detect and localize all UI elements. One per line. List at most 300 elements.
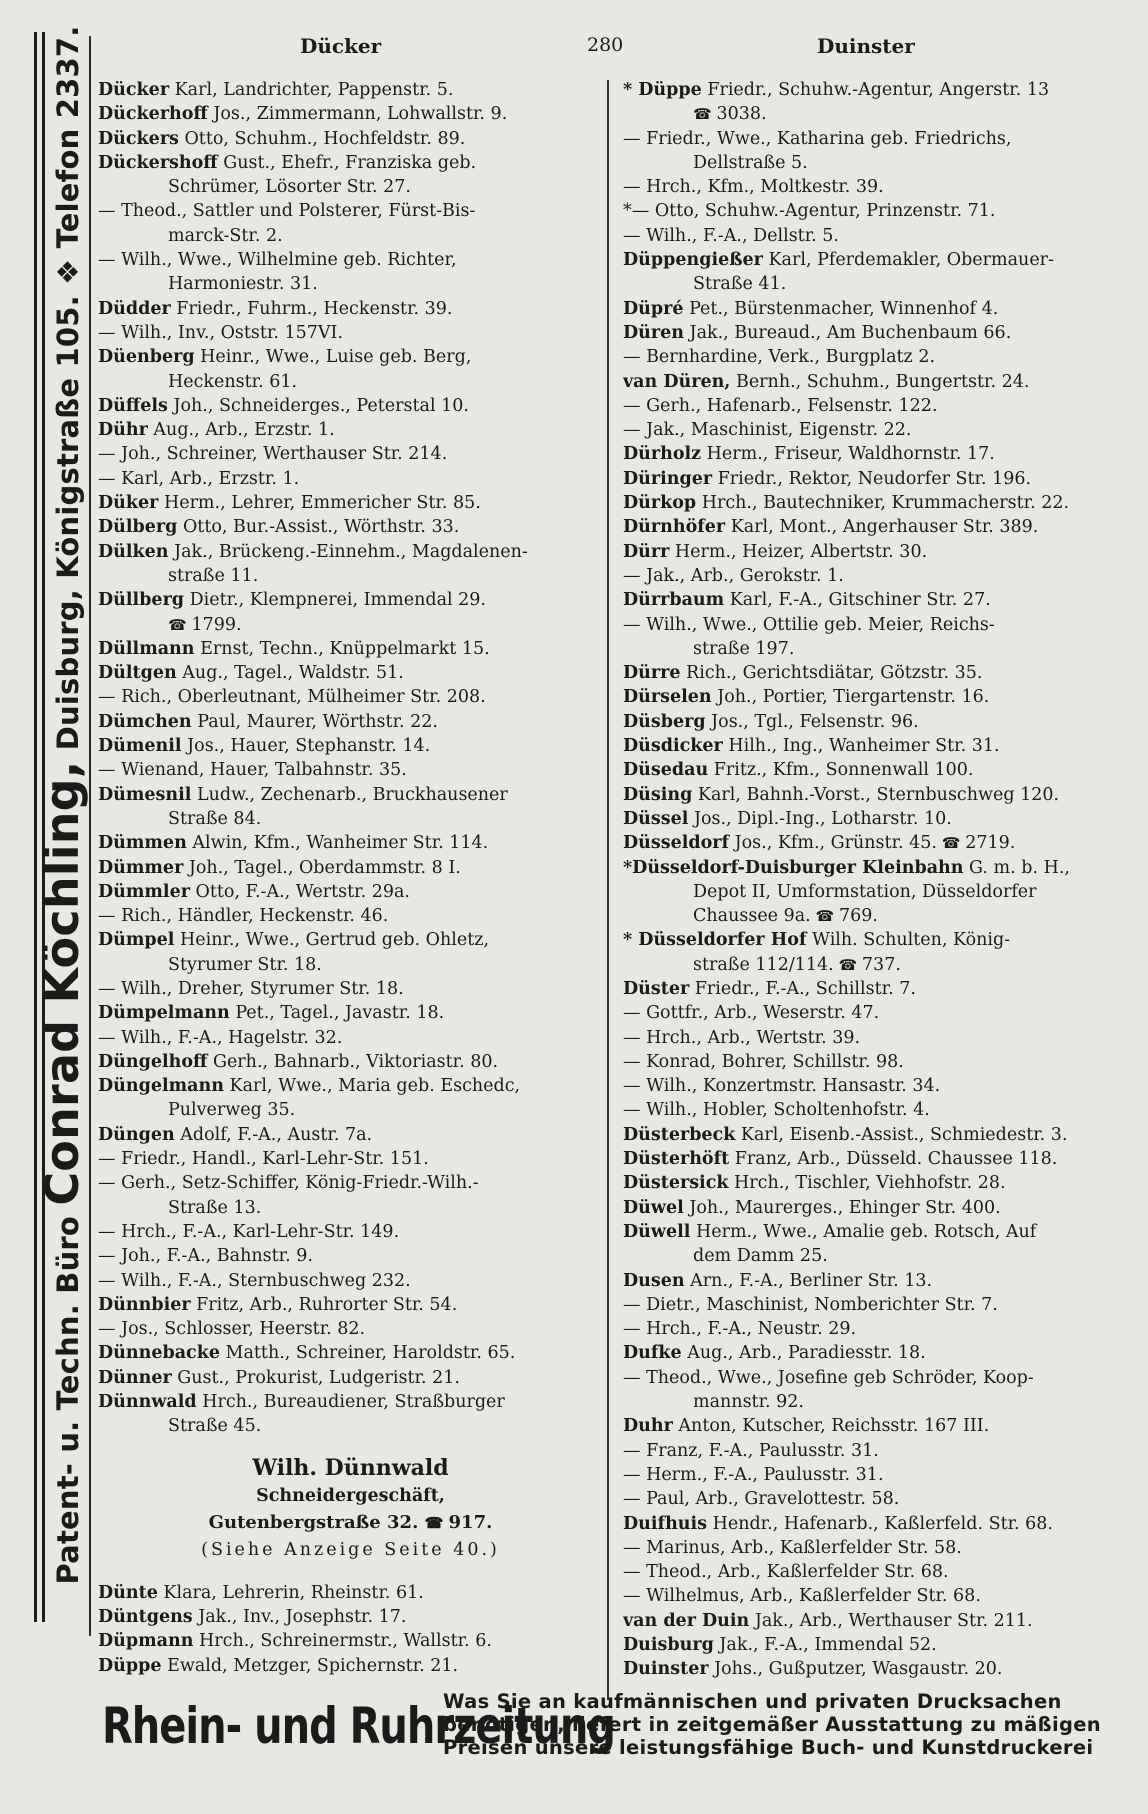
- directory-entry: [623, 394, 1138, 418]
- directory-entry: [623, 1317, 1138, 1341]
- directory-entry: [623, 199, 1138, 223]
- directory-entry: [623, 1074, 1138, 1098]
- entry-phone: 1799.: [191, 614, 242, 635]
- directory-entry: [98, 1147, 603, 1171]
- entry-details: Joh., Portier, Tiergartenstr. 16.: [711, 687, 990, 708]
- entry-surname: Dürr: [623, 541, 670, 562]
- entry-details: — Friedr., Wwe., Katharina geb. Friedrichs,: [623, 128, 1012, 149]
- entry-details: Matth., Schreiner, Haroldstr. 65.: [219, 1343, 516, 1364]
- directory-entry: [623, 1390, 1138, 1414]
- entry-details: Ernst, Techn., Knüppelmarkt 15.: [194, 638, 490, 659]
- entry-surname: Düsterhöft: [623, 1149, 730, 1170]
- entry-surname: Düsdicker: [623, 736, 723, 757]
- directory-entry: [98, 1074, 603, 1098]
- entry-details: Heckenstr. 61.: [168, 371, 298, 392]
- left-entries-after: [98, 1581, 603, 1678]
- entry-surname: Dürre: [623, 663, 681, 684]
- directory-entry: [623, 102, 1138, 126]
- entry-details: — Wilh., Dreher, Styrumer Str. 18.: [98, 978, 404, 999]
- entry-details: Jos., Hauer, Stephanstr. 14.: [181, 736, 431, 757]
- directory-entry: [623, 297, 1138, 321]
- entry-details: Chaussee 9a.: [693, 906, 811, 927]
- entry-details: Herm., Friseur, Waldhornstr. 17.: [701, 444, 995, 465]
- entry-details: — Theod., Sattler und Polsterer, Fürst-Bis-: [98, 201, 476, 222]
- entry-details: Gust., Prokurist, Ludgeristr. 21.: [171, 1367, 460, 1388]
- phone-icon: ☎: [810, 907, 839, 926]
- header-right: Duinster: [817, 34, 915, 58]
- directory-entry: [98, 442, 603, 466]
- footer-line: Preisen unsere leistungsfähige Buch- und Kunstdruckerei: [443, 1736, 1094, 1759]
- directory-entry: [98, 272, 603, 296]
- entry-details: Paul, Maurer, Wörthstr. 22.: [191, 711, 438, 732]
- directory-entry: [623, 564, 1138, 588]
- entry-details: — Hrch., F.-A., Neustr. 29.: [623, 1319, 857, 1340]
- entry-details: — Wilh., F.-A., Dellstr. 5.: [623, 225, 839, 246]
- directory-entry: [98, 1244, 603, 1268]
- entry-details: — Jos., Schlosser, Heerstr. 82.: [98, 1319, 366, 1340]
- entry-details: Jak., Bureaud., Am Buchenbaum 66.: [683, 322, 1012, 343]
- entry-details: Karl, Mont., Angerhauser Str. 389.: [725, 517, 1039, 538]
- page-number: 280: [587, 34, 624, 56]
- entry-surname: Dusen: [623, 1270, 685, 1291]
- directory-entry: [98, 370, 603, 394]
- directory-entry: [98, 248, 603, 272]
- directory-entry: [623, 710, 1138, 734]
- entry-surname: Dümmler: [98, 881, 190, 902]
- entry-details: Johs., Gußputzer, Wasgaustr. 20.: [708, 1659, 1003, 1680]
- directory-entry: [98, 758, 603, 782]
- directory-entry: [623, 685, 1138, 709]
- directory-entry: [98, 710, 603, 734]
- directory-entry: [98, 880, 603, 904]
- directory-entry: [623, 1293, 1138, 1317]
- column-divider: [607, 80, 609, 1700]
- directory-entry: [623, 734, 1138, 758]
- entry-details: — Jak., Arb., Gerokstr. 1.: [623, 565, 844, 586]
- directory-entry: [623, 613, 1138, 637]
- directory-entry: [623, 418, 1138, 442]
- directory-entry: [623, 1098, 1138, 1122]
- side-ad-part2: Duisburg, Königstraße 105. ❖ Telefon 2337.: [51, 25, 85, 761]
- entry-surname: Düpré: [623, 298, 684, 319]
- entry-details: Karl, Pferdemakler, Obermauer-: [762, 250, 1054, 271]
- entry-surname: Dünnebacke: [98, 1343, 220, 1364]
- directory-entry: [623, 1001, 1138, 1025]
- entry-details: Aug., Arb., Paradiesstr. 18.: [681, 1343, 926, 1364]
- entry-details: Straße 45.: [168, 1416, 262, 1437]
- entry-details: — Bernhardine, Verk., Burgplatz 2.: [623, 347, 936, 368]
- left-entries: [98, 78, 603, 1439]
- directory-entry: [98, 78, 603, 102]
- directory-entry: [98, 953, 603, 977]
- directory-entry: [98, 1654, 603, 1678]
- entry-details: Karl, Eisenb.-Assist., Schmiedestr. 3.: [735, 1124, 1068, 1145]
- entry-details: Gerh., Bahnarb., Viktoriastr. 80.: [207, 1051, 499, 1072]
- directory-entry: [623, 370, 1138, 394]
- directory-entry: [623, 807, 1138, 831]
- right-entries: [623, 78, 1138, 1682]
- entry-details: Jos., Zimmermann, Lohwallstr. 9.: [207, 104, 508, 125]
- entry-surname: Dürrbaum: [623, 590, 725, 611]
- directory-entry: [623, 1584, 1138, 1608]
- footer-advert: [0, 1686, 1148, 1776]
- entry-surname: Düngelhoff: [98, 1051, 208, 1072]
- side-ad-name: Conrad Köchling,: [35, 760, 89, 1206]
- directory-entry: [98, 199, 603, 223]
- entry-details: Ewald, Metzger, Spichernstr. 21.: [161, 1655, 459, 1676]
- entry-details: — Hrch., F.-A., Karl-Lehr-Str. 149.: [98, 1221, 400, 1242]
- directory-entry: [623, 248, 1138, 272]
- entry-surname: Dülken: [98, 541, 169, 562]
- entry-details: Karl, Bahnh.-Vorst., Sternbuschweg 120.: [692, 784, 1060, 805]
- entry-details: straße 197.: [693, 638, 795, 659]
- entry-surname: van der Duin: [623, 1610, 750, 1631]
- directory-entry: [98, 928, 603, 952]
- directory-entry: [98, 1098, 603, 1122]
- entry-phone: 737.: [861, 954, 901, 975]
- entry-details: Friedr., Fuhrm., Heckenstr. 39.: [170, 298, 453, 319]
- directory-entry: [623, 1609, 1138, 1633]
- directory-entry: [623, 880, 1138, 904]
- directory-entry: [98, 1220, 603, 1244]
- entry-details: — Gerh., Setz-Schiffer, König-Friedr.-Wilh.-: [98, 1173, 479, 1194]
- directory-entry: [623, 637, 1138, 661]
- directory-entry: [98, 831, 603, 855]
- directory-entry: [98, 1390, 603, 1414]
- entry-surname: Dückerhoff: [98, 104, 208, 125]
- entry-details: — Rich., Oberleutnant, Mülheimer Str. 208.: [98, 687, 486, 708]
- entry-surname: Dülberg: [98, 517, 178, 538]
- directory-entry: [623, 224, 1138, 248]
- entry-details: Hrch., Tischler, Viehhofstr. 28.: [728, 1173, 1006, 1194]
- directory-entry: [623, 272, 1138, 296]
- entry-details: — Jak., Maschinist, Eigenstr. 22.: [623, 420, 912, 441]
- directory-entry: [623, 856, 1138, 880]
- directory-entry: [623, 1366, 1138, 1390]
- entry-details: Anton, Kutscher, Reichsstr. 167 III.: [672, 1416, 990, 1437]
- entry-details: Hilh., Ing., Wanheimer Str. 31.: [722, 736, 1000, 757]
- entry-surname: Dültgen: [98, 663, 177, 684]
- directory-entry: [98, 1196, 603, 1220]
- entry-details: — Herm., F.-A., Paulusstr. 31.: [623, 1464, 884, 1485]
- directory-entry: [623, 78, 1138, 102]
- entry-surname: Düster: [623, 978, 690, 999]
- directory-entry: [623, 1244, 1138, 1268]
- directory-entry: [623, 904, 1138, 928]
- directory-entry: [98, 637, 603, 661]
- entry-details: — Hrch., Kfm., Moltkestr. 39.: [623, 177, 884, 198]
- entry-details: — Konrad, Bohrer, Schillstr. 98.: [623, 1051, 904, 1072]
- entry-surname: Dümpel: [98, 930, 175, 951]
- directory-entry: [98, 1605, 603, 1629]
- directory-entry: [98, 491, 603, 515]
- directory-entry: [98, 1269, 603, 1293]
- entry-surname: Dürnhöfer: [623, 517, 726, 538]
- directory-entry: [98, 345, 603, 369]
- entry-details: Jak., F.-A., Immendal 52.: [713, 1635, 937, 1655]
- entry-surname: Dücker: [98, 80, 170, 100]
- entry-details: — Dietr., Maschinist, Nomberichter Str. 7.: [623, 1294, 998, 1315]
- directory-entry: [98, 1293, 603, 1317]
- entry-details: Straße 41.: [693, 274, 787, 295]
- directory-entry: [623, 588, 1138, 612]
- entry-surname: Dufke: [623, 1343, 682, 1364]
- entry-details: — Wilh., F.-A., Hagelstr. 32.: [98, 1027, 343, 1048]
- entry-details: straße 112/114.: [693, 954, 834, 975]
- entry-details: — Gottfr., Arb., Weserstr. 47.: [623, 1003, 880, 1024]
- directory-entry: [623, 661, 1138, 685]
- entry-surname: Düpmann: [98, 1631, 194, 1652]
- entry-details: Adolf, F.-A., Austr. 7a.: [174, 1124, 373, 1145]
- entry-details: — Hrch., Arb., Wertstr. 39.: [623, 1027, 861, 1048]
- entry-details: — Marinus, Arb., Kaßlerfelder Str. 58.: [623, 1537, 962, 1558]
- entry-surname: Dünner: [98, 1367, 172, 1388]
- entry-details: — Joh., F.-A., Bahnstr. 9.: [98, 1246, 313, 1267]
- entry-surname: Dürholz: [623, 444, 702, 465]
- entry-details: Hrch., Schreinermstr., Wallstr. 6.: [193, 1631, 492, 1652]
- entry-surname: Düffels: [98, 395, 168, 416]
- entry-details: Ludw., Zechenarb., Bruckhausener: [191, 784, 508, 805]
- footer-newspaper-name: Rhein- und Ruhrzeitung: [102, 1698, 615, 1756]
- entry-details: Friedr., F.-A., Schillstr. 7.: [689, 978, 916, 999]
- entry-surname: Düppe: [98, 1655, 162, 1676]
- directory-entry: [623, 831, 1138, 855]
- entry-details: Otto, Schuhm., Hochfeldstr. 89.: [178, 128, 466, 149]
- directory-entry: [623, 783, 1138, 807]
- entry-surname: Dühr: [98, 420, 148, 441]
- directory-entry: [98, 783, 603, 807]
- directory-entry: [623, 758, 1138, 782]
- directory-entry: [98, 1123, 603, 1147]
- directory-entry: [98, 127, 603, 151]
- entry-surname: Duinster: [623, 1659, 709, 1680]
- entry-details: — Wilh., Konzertmstr. Hansastr. 34.: [623, 1076, 941, 1097]
- advert-box: [98, 1453, 603, 1563]
- entry-surname: Dümchen: [98, 711, 192, 732]
- entry-details: Jak., Arb., Werthauser Str. 211.: [749, 1610, 1033, 1631]
- directory-entry: [623, 1657, 1138, 1681]
- advert-note: (Siehe Anzeige Seite 40.): [201, 1539, 500, 1560]
- directory-entry: [623, 1026, 1138, 1050]
- page-header: [90, 34, 1148, 68]
- entry-details: Heinr., Wwe., Luise geb. Berg,: [194, 347, 472, 368]
- directory-entry: [98, 613, 603, 637]
- entry-details: — Joh., Schreiner, Werthauser Str. 214.: [98, 444, 448, 465]
- entry-details: — Theod., Arb., Kaßlerfelder Str. 68.: [623, 1562, 949, 1583]
- entry-details: Styrumer Str. 18.: [168, 954, 322, 975]
- entry-details: Herm., Heizer, Albertstr. 30.: [669, 541, 928, 562]
- entry-details: straße 11.: [168, 565, 259, 586]
- entry-details: — Wienand, Hauer, Talbahnstr. 35.: [98, 760, 407, 781]
- entry-details: Fritz, Arb., Ruhrorter Str. 54.: [190, 1294, 458, 1315]
- entry-details: Aug., Tagel., Waldstr. 51.: [176, 663, 404, 684]
- entry-surname: van Düren,: [623, 371, 731, 392]
- directory-entry: [623, 1341, 1138, 1365]
- directory-entry: [98, 564, 603, 588]
- entry-surname: Dünte: [98, 1582, 158, 1603]
- directory-entry: [623, 977, 1138, 1001]
- entry-surname: Düsberg: [623, 711, 706, 732]
- entry-details: Wilh. Schulten, König-: [806, 930, 1011, 951]
- entry-details: — Rich., Händler, Heckenstr. 46.: [98, 906, 389, 927]
- directory-entry: [98, 1050, 603, 1074]
- entry-surname: Dünnwald: [98, 1392, 197, 1413]
- directory-entry: [623, 1439, 1138, 1463]
- entry-details: Straße 84.: [168, 808, 262, 829]
- directory-entry: [98, 734, 603, 758]
- entry-details: dem Damm 25.: [693, 1246, 828, 1267]
- entry-details: Karl, Landrichter, Pappenstr. 5.: [169, 80, 454, 100]
- entry-details: Harmoniestr. 31.: [168, 274, 318, 295]
- directory-entry: [623, 1463, 1138, 1487]
- entry-surname: Düdder: [98, 298, 171, 319]
- entry-surname: Düenberg: [98, 347, 195, 368]
- entry-details: Pet., Bürstenmacher, Winnenhof 4.: [683, 298, 999, 319]
- entry-surname: Düppengießer: [623, 250, 763, 271]
- directory-entry: [98, 807, 603, 831]
- entry-details: — Franz, F.-A., Paulusstr. 31.: [623, 1440, 879, 1461]
- directory-entry: [98, 1171, 603, 1195]
- entry-surname: Düllmann: [98, 638, 195, 659]
- entry-details: Bernh., Schuhm., Bungertstr. 24.: [730, 371, 1030, 392]
- entry-surname: Düsseldorf: [623, 833, 730, 854]
- entry-surname: Düntgens: [98, 1606, 193, 1627]
- entry-phone: 769.: [838, 906, 878, 927]
- entry-details: mannstr. 92.: [693, 1392, 804, 1413]
- directory-entry: [623, 321, 1138, 345]
- directory-entry: [98, 467, 603, 491]
- directory-entry: [98, 904, 603, 928]
- entry-details: Aug., Arb., Erzstr. 1.: [147, 420, 335, 441]
- entry-surname: Dümpelmann: [98, 1003, 230, 1024]
- entry-details: Depot II, Umformstation, Düsseldorfer: [693, 881, 1037, 902]
- directory-entry: [623, 491, 1138, 515]
- footer-line: benötigen, liefert in zeitgemäßer Ausstattung zu mäßigen: [443, 1713, 1101, 1736]
- directory-entry: [98, 1366, 603, 1390]
- entry-surname: Dümesnil: [98, 784, 192, 805]
- directory-entry: [98, 1001, 603, 1025]
- directory-entry: [623, 1269, 1138, 1293]
- entry-details: — Karl, Arb., Erzstr. 1.: [98, 468, 300, 489]
- advert-name: Wilh. Dünnwald: [252, 1454, 449, 1481]
- entry-details: Joh., Maurerges., Ehinger Str. 400.: [683, 1197, 1001, 1218]
- entry-details: Pulverweg 35.: [168, 1100, 296, 1121]
- entry-surname: Dünnbier: [98, 1294, 191, 1315]
- entry-surname: Düngelmann: [98, 1076, 224, 1097]
- advert-business: Schneidergeschäft,: [256, 1485, 445, 1506]
- directory-entry: [623, 953, 1138, 977]
- column-divider: [89, 36, 91, 1636]
- directory-entry: [98, 1341, 603, 1365]
- entry-surname: Dümenil: [98, 736, 182, 757]
- directory-entry: [98, 540, 603, 564]
- entry-details: Jak., Brückeng.-Einnehm., Magdalenen-: [168, 541, 528, 562]
- directory-entry: [98, 394, 603, 418]
- directory-entry: [623, 1560, 1138, 1584]
- entry-details: — Wilhelmus, Arb., Kaßlerfelder Str. 68.: [623, 1586, 981, 1607]
- entry-surname: Dürselen: [623, 687, 712, 708]
- directory-entry: [98, 1629, 603, 1653]
- entry-details: marck-Str. 2.: [168, 225, 283, 246]
- entry-details: Klara, Lehrerin, Rheinstr. 61.: [157, 1582, 424, 1603]
- entry-surname: * Düppe: [623, 80, 702, 100]
- entry-surname: Duifhuis: [623, 1513, 708, 1534]
- phone-icon: ☎: [424, 1513, 449, 1532]
- directory-entry: [98, 1581, 603, 1605]
- directory-entry: [623, 1633, 1138, 1657]
- advert-address: Gutenbergstraße 32.: [208, 1511, 419, 1533]
- footer-line: Was Sie an kaufmännischen und privaten Drucksachen: [443, 1690, 1062, 1713]
- entry-surname: Düwel: [623, 1197, 684, 1218]
- side-ad-text: [37, 25, 87, 1585]
- entry-surname: Dümmer: [98, 857, 184, 878]
- entry-surname: Dückershoff: [98, 152, 218, 173]
- directory-entry: [98, 1317, 603, 1341]
- entry-details: Dietr., Klempnerei, Immendal 29.: [184, 590, 486, 611]
- left-column: [98, 78, 603, 1678]
- entry-details: Straße 13.: [168, 1197, 262, 1218]
- entry-details: Karl, F.-A., Gitschiner Str. 27.: [724, 590, 991, 611]
- directory-entry: [623, 1171, 1138, 1195]
- directory-entry: [98, 151, 603, 175]
- entry-phone: 2719.: [965, 833, 1016, 854]
- entry-details: Gust., Ehefr., Franziska geb.: [217, 152, 477, 173]
- entry-surname: Dückers: [98, 128, 179, 149]
- directory-entry: [98, 588, 603, 612]
- directory-entry: [623, 1512, 1138, 1536]
- entry-surname: Dümmen: [98, 833, 187, 854]
- entry-details: Otto, Bur.-Assist., Wörthstr. 33.: [177, 517, 460, 538]
- entry-surname: Duisburg: [623, 1635, 714, 1655]
- directory-entry: [623, 1147, 1138, 1171]
- entry-surname: Düngen: [98, 1124, 175, 1145]
- entry-details: Dellstraße 5.: [693, 152, 808, 173]
- phone-icon: ☎: [168, 615, 192, 634]
- entry-details: Jos., Kfm., Grünstr. 45.: [729, 833, 937, 854]
- entry-phone: 3038.: [716, 104, 767, 125]
- directory-entry: [98, 175, 603, 199]
- entry-surname: Düllberg: [98, 590, 185, 611]
- entry-details: — Wilh., F.-A., Sternbuschweg 232.: [98, 1270, 411, 1291]
- directory-entry: [623, 467, 1138, 491]
- directory-entry: [98, 1026, 603, 1050]
- entry-details: Friedr., Schuhw.-Agentur, Angerstr. 13: [701, 80, 1050, 100]
- entry-details: Heinr., Wwe., Gertrud geb. Ohletz,: [174, 930, 490, 951]
- phone-icon: ☎: [693, 105, 717, 124]
- entry-details: Herm., Lehrer, Emmericher Str. 85.: [158, 493, 481, 514]
- entry-surname: Düssel: [623, 808, 689, 829]
- directory-entry: [623, 175, 1138, 199]
- directory-entry: [623, 1414, 1138, 1438]
- directory-entry: [98, 224, 603, 248]
- footer-print-ad: [443, 1690, 1133, 1759]
- directory-entry: [98, 856, 603, 880]
- right-column: [623, 78, 1138, 1682]
- entry-surname: Duhr: [623, 1416, 673, 1437]
- directory-entry: [98, 685, 603, 709]
- entry-surname: Düren: [623, 322, 684, 343]
- entry-details: — Theod., Wwe., Josefine geb Schröder, Koop-: [623, 1367, 1034, 1388]
- entry-surname: Düstersick: [623, 1173, 729, 1194]
- directory-entry: [623, 515, 1138, 539]
- directory-entry: [623, 928, 1138, 952]
- entry-details: — Paul, Arb., Gravelottestr. 58.: [623, 1489, 900, 1510]
- entry-surname: Düsing: [623, 784, 693, 805]
- entry-surname: Düsedau: [623, 760, 709, 781]
- entry-surname: Düringer: [623, 468, 713, 489]
- entry-surname: Düsterbeck: [623, 1124, 736, 1145]
- header-left: Dücker: [300, 34, 382, 58]
